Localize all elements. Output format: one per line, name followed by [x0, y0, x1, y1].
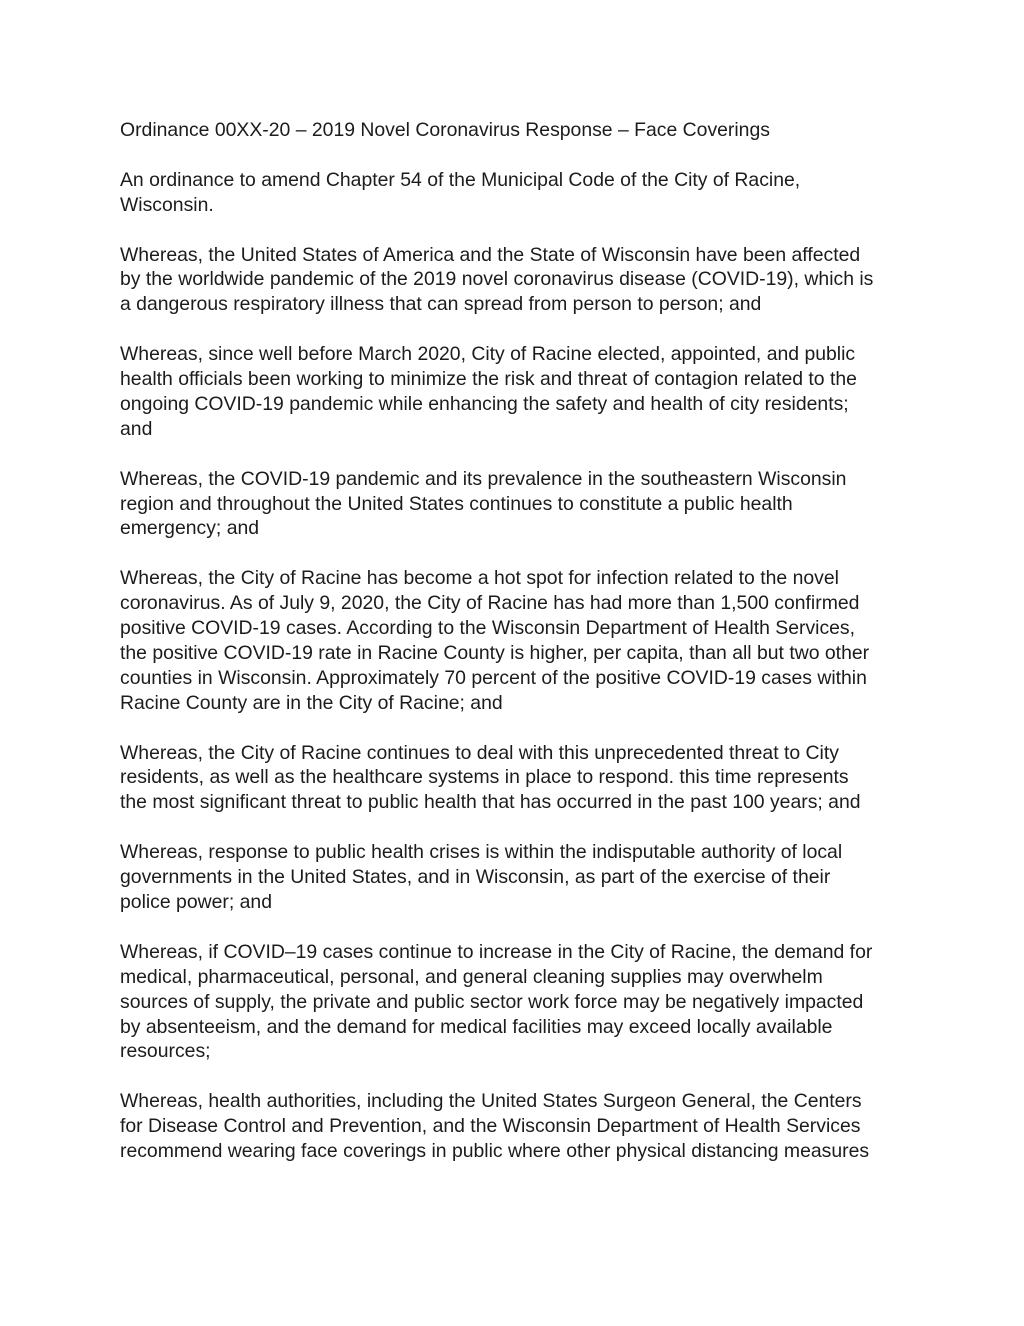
paragraph-line: positive COVID-19 cases. According to the Wisconsin Department of Health Services,	[120, 617, 856, 640]
paragraph-line: the most significant threat to public health that has occurred in the past 100 years; and	[120, 791, 861, 814]
whereas-paragraph-authority	[120, 840, 910, 915]
whereas-paragraph-officials	[120, 342, 910, 442]
paragraph-line: Whereas, since well before March 2020, City of Racine elected, appointed, and public	[120, 343, 856, 366]
paragraph-line: Whereas, response to public health crises is within the indisputable authority of local	[120, 841, 843, 864]
paragraph-line: recommend wearing face coverings in public where other physical distancing measures	[120, 1140, 870, 1163]
paragraph-line: governments in the United States, and in Wisconsin, as part of the exercise of their	[120, 866, 831, 889]
whereas-paragraph-pandemic	[120, 243, 910, 318]
paragraph-line: Whereas, if COVID–19 cases continue to increase in the City of Racine, the demand for	[120, 940, 873, 963]
paragraph-line: by absenteeism, and the demand for medical facilities may exceed locally available	[120, 1015, 833, 1038]
paragraph-line: Whereas, the COVID-19 pandemic and its prevalence in the southeastern Wisconsin	[120, 467, 847, 490]
paragraph-line: a dangerous respiratory illness that can spread from person to person; and	[120, 293, 762, 316]
intro-line: An ordinance to amend Chapter 54 of the Municipal Code of the City of Racine,	[120, 168, 801, 191]
document-title	[120, 118, 910, 143]
intro-line: Wisconsin.	[120, 193, 214, 216]
paragraph-line: Whereas, the United States of America and the State of Wisconsin have been affected	[120, 243, 861, 266]
paragraph-line: ongoing COVID-19 pandemic while enhancing the safety and health of city residents;	[120, 392, 849, 415]
paragraph-line: sources of supply, the private and public sector work force may be negatively impacted	[120, 990, 864, 1013]
title-line: Ordinance 00XX-20 – 2019 Novel Coronavirus Response – Face Coverings	[120, 119, 770, 141]
whereas-paragraph-hot-spot	[120, 566, 910, 715]
paragraph-line: police power; and	[120, 890, 272, 913]
intro-paragraph	[120, 168, 910, 218]
paragraph-line: emergency; and	[120, 517, 260, 540]
whereas-paragraph-supplies	[120, 940, 910, 1065]
paragraph-line: health officials been working to minimize the risk and threat of contagion related to the	[120, 368, 857, 391]
whereas-paragraph-threat	[120, 741, 910, 816]
paragraph-line: resources;	[120, 1040, 211, 1063]
paragraph-line: region and throughout the United States continues to constitute a public health	[120, 492, 793, 515]
document-body	[120, 118, 910, 1189]
paragraph-line: medical, pharmaceutical, personal, and general cleaning supplies may overwhelm	[120, 965, 823, 988]
paragraph-line: counties in Wisconsin. Approximately 70 percent of the positive COVID-19 cases within	[120, 666, 867, 689]
paragraph-line: and	[120, 417, 153, 440]
paragraph-line: the positive COVID-19 rate in Racine County is higher, per capita, than all but two other	[120, 641, 870, 664]
paragraph-line: Racine County are in the City of Racine; and	[120, 691, 503, 714]
whereas-paragraph-emergency	[120, 467, 910, 542]
paragraph-line: Whereas, health authorities, including the United States Surgeon General, the Centers	[120, 1090, 862, 1113]
paragraph-line: coronavirus. As of July 9, 2020, the City of Racine has had more than 1,500 confirmed	[120, 592, 860, 615]
paragraph-line: by the worldwide pandemic of the 2019 novel coronavirus disease (COVID-19), which is	[120, 268, 874, 291]
paragraph-line: Whereas, the City of Racine continues to deal with this unprecedented threat to City	[120, 741, 839, 764]
whereas-paragraph-face-coverings	[120, 1089, 910, 1164]
paragraph-line: residents, as well as the healthcare systems in place to respond. this time represents	[120, 766, 849, 789]
paragraph-line: for Disease Control and Prevention, and the Wisconsin Department of Health Services	[120, 1115, 861, 1138]
paragraph-line: Whereas, the City of Racine has become a hot spot for infection related to the novel	[120, 567, 839, 590]
